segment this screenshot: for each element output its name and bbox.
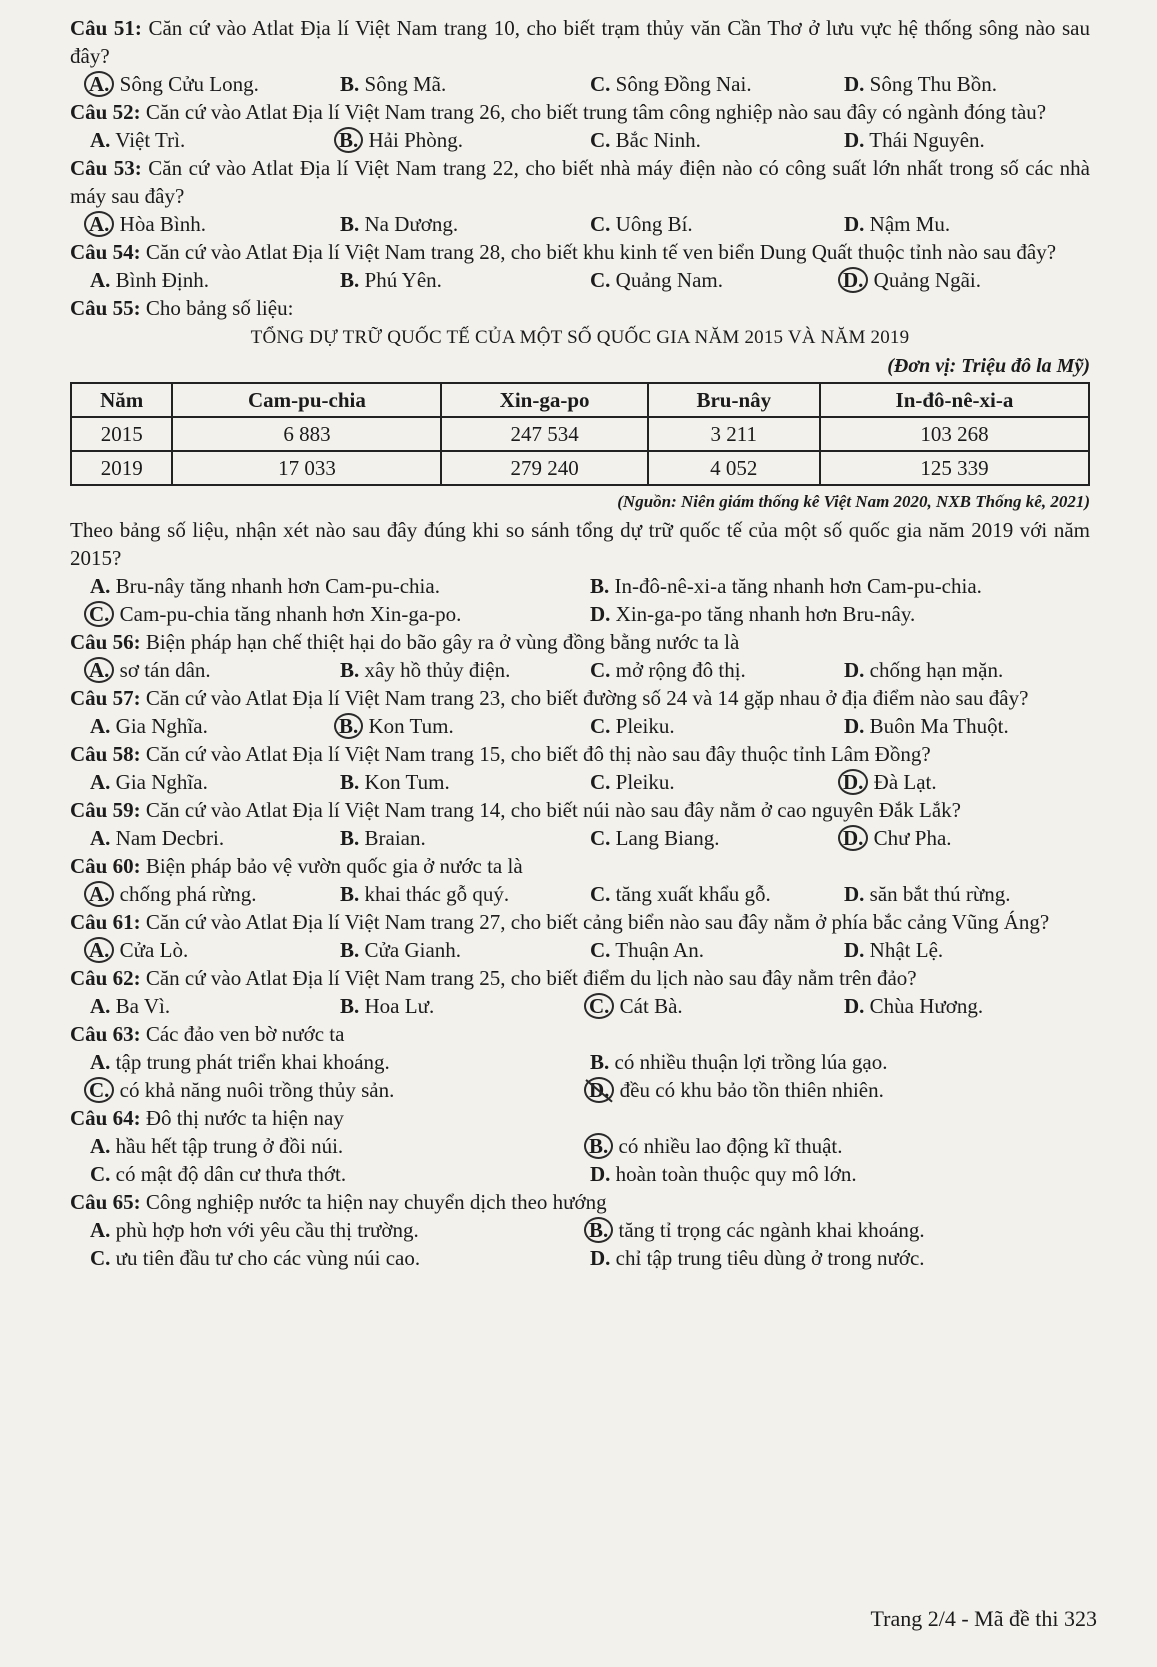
answer-option[interactable] [590, 712, 844, 740]
answer-option[interactable] [590, 266, 844, 294]
answer-option[interactable] [340, 70, 590, 98]
option-text: xây hồ thủy điện. [364, 658, 511, 682]
option-text: Chùa Hương. [869, 994, 984, 1018]
question-stem: Câu 52: Căn cứ vào Atlat Địa lí Việt Nam trang 26, cho biết trung tâm công nghiệp nào sau đây có ngành đóng tàu? [70, 100, 1047, 124]
option-text: Braian. [364, 826, 426, 850]
answer-option[interactable] [590, 1132, 1090, 1160]
option-text: Thuận An. [615, 938, 704, 962]
question [70, 964, 1090, 1020]
option-letter: B. [590, 1050, 610, 1074]
answer-option[interactable] [90, 1132, 590, 1160]
option-letter: A. [90, 268, 111, 292]
answer-option[interactable] [590, 210, 844, 238]
answer-option[interactable] [590, 768, 844, 796]
question-stem: Câu 57: Căn cứ vào Atlat Địa lí Việt Nam trang 23, cho biết đường số 24 và 14 gặp nhau ở địa điểm nào sau đây? [70, 686, 1029, 710]
table-unit: (Đơn vị: Triệu đô la Mỹ) [887, 355, 1090, 377]
option-letter: A. [84, 211, 114, 237]
question-55 [70, 294, 1090, 628]
answer-option[interactable] [90, 70, 340, 98]
answer-option[interactable] [590, 1244, 1090, 1272]
options [70, 70, 1090, 98]
question-stem: Câu 58: Căn cứ vào Atlat Địa lí Việt Nam trang 15, cho biết đô thị nào sau đây thuộc tỉnh Lâm Đồng? [70, 742, 931, 766]
option-text: có nhiều lao động kĩ thuật. [618, 1134, 843, 1158]
option-letter: A. [84, 881, 114, 907]
table-header: Năm [71, 383, 172, 417]
question [70, 98, 1090, 154]
option-letter: D. [838, 267, 868, 293]
option-text: chống phá rừng. [119, 882, 257, 906]
option-letter: B. [334, 127, 363, 153]
answer-option[interactable] [90, 656, 340, 684]
option-text: Sông Thu Bồn. [869, 72, 998, 96]
options [70, 126, 1090, 154]
option-letter: A. [90, 994, 111, 1018]
option-letter: C. [590, 72, 611, 96]
options [70, 880, 1090, 908]
option-text: săn bắt thú rừng. [869, 882, 1011, 906]
option-letter: D. [590, 1162, 611, 1186]
option-text: Cửa Gianh. [364, 938, 462, 962]
answer-option[interactable] [590, 1076, 1090, 1104]
answer-option[interactable] [844, 126, 1104, 154]
option-text: Nậm Mu. [869, 212, 951, 236]
table-cell: 2015 [71, 417, 172, 451]
answer-option[interactable] [590, 600, 1090, 628]
question [70, 1104, 1090, 1188]
option-text: Hòa Bình. [119, 212, 206, 236]
answer-option[interactable] [340, 768, 590, 796]
option-letter: B. [340, 826, 360, 850]
answer-option[interactable] [90, 126, 340, 154]
option-letter: B. [340, 212, 360, 236]
option-letter: C. [590, 826, 611, 850]
question [70, 1020, 1090, 1104]
answer-option[interactable] [590, 992, 844, 1020]
option-text: có khả năng nuôi trồng thủy sản. [119, 1078, 395, 1102]
answer-option[interactable] [590, 126, 844, 154]
question [70, 684, 1090, 740]
options [70, 266, 1090, 294]
option-letter: C. [584, 993, 614, 1019]
answer-option[interactable] [844, 824, 1104, 852]
option-letter: A. [90, 1050, 111, 1074]
answer-option[interactable] [844, 656, 1104, 684]
option-letter: D. [838, 769, 868, 795]
option-text: chỉ tập trung tiêu dùng ở trong nước. [615, 1246, 925, 1270]
option-text: phù hợp hơn với yêu cầu thị trường. [115, 1218, 419, 1242]
answer-option[interactable] [340, 880, 590, 908]
question [70, 796, 1090, 852]
option-letter: C. [590, 714, 611, 738]
option-text: sơ tán dân. [119, 658, 211, 682]
option-letter: C. [90, 1162, 111, 1186]
option-text: Chư Pha. [873, 826, 952, 850]
question-stem: Câu 54: Căn cứ vào Atlat Địa lí Việt Nam trang 28, cho biết khu kinh tế ven biển Dung Quất thuộc tỉnh nào sau đây? [70, 240, 1057, 264]
option-letter: B. [340, 268, 360, 292]
option-letter: B. [340, 882, 360, 906]
option-text: có nhiều thuận lợi trồng lúa gạo. [614, 1050, 888, 1074]
answer-option[interactable] [340, 824, 590, 852]
question-stem: Câu 61: Căn cứ vào Atlat Địa lí Việt Nam trang 27, cho biết cảng biển nào sau đây nằm ở phía bắc cảng Vũng Áng? [70, 910, 1050, 934]
option-text: tập trung phát triển khai khoáng. [115, 1050, 390, 1074]
options [70, 1048, 1090, 1104]
answer-option[interactable] [590, 656, 844, 684]
answer-option[interactable] [844, 768, 1104, 796]
answer-option[interactable] [340, 992, 590, 1020]
table-cell: 17 033 [172, 451, 441, 485]
option-letter: A. [90, 770, 111, 794]
answer-option[interactable] [90, 880, 340, 908]
table-header: Xin-ga-po [441, 383, 647, 417]
question [70, 740, 1090, 796]
option-text: mở rộng đô thị. [615, 658, 746, 682]
option-text: Xin-ga-po tăng nhanh hơn Bru-nây. [615, 602, 916, 626]
option-letter: D. [844, 714, 865, 738]
answer-option[interactable] [340, 712, 590, 740]
option-letter: A. [90, 1134, 111, 1158]
answer-option[interactable] [590, 824, 844, 852]
option-text: có mật độ dân cư thưa thớt. [115, 1162, 347, 1186]
option-letter: C. [84, 1077, 114, 1103]
answer-option[interactable] [340, 656, 590, 684]
answer-option[interactable] [90, 1160, 590, 1188]
option-letter: C. [590, 658, 611, 682]
table-cell: 125 339 [820, 451, 1089, 485]
option-letter: A. [90, 826, 111, 850]
table-row [71, 451, 1089, 485]
option-text: Uông Bí. [615, 212, 693, 236]
reserve-table [70, 382, 1090, 486]
option-text: Đà Lạt. [873, 770, 937, 794]
answer-option[interactable] [340, 210, 590, 238]
table-header-row [71, 383, 1089, 417]
options [70, 572, 1090, 628]
option-letter: D. [844, 938, 865, 962]
table-header: Bru-nây [648, 383, 820, 417]
option-letter: C. [590, 770, 611, 794]
option-text: Buôn Ma Thuột. [869, 714, 1009, 738]
answer-option[interactable] [844, 936, 1104, 964]
option-letter: C. [590, 938, 611, 962]
table-header: Cam-pu-chia [172, 383, 441, 417]
option-letter: D. [844, 128, 865, 152]
option-text: Quảng Ngãi. [873, 268, 981, 292]
answer-option[interactable] [590, 1216, 1090, 1244]
option-text: chống hạn mặn. [869, 658, 1004, 682]
option-letter: C. [590, 882, 611, 906]
option-text: Pleiku. [615, 714, 675, 738]
option-letter: B. [584, 1133, 613, 1159]
table-cell: 279 240 [441, 451, 647, 485]
answer-option[interactable] [590, 880, 844, 908]
option-text: Cát Bà. [619, 994, 683, 1018]
option-text: Cửa Lò. [119, 938, 189, 962]
option-letter: B. [340, 658, 360, 682]
options [70, 656, 1090, 684]
option-text: Kon Tum. [364, 770, 450, 794]
option-letter: C. [590, 128, 611, 152]
answer-option[interactable] [340, 936, 590, 964]
option-text: Bắc Ninh. [615, 128, 701, 152]
table-row [71, 417, 1089, 451]
option-text: Gia Nghĩa. [115, 770, 208, 794]
option-text: Pleiku. [615, 770, 675, 794]
option-text: Việt Trì. [115, 128, 186, 152]
answer-option[interactable] [844, 266, 1104, 294]
table-cell: 103 268 [820, 417, 1089, 451]
option-letter: D. [584, 1077, 614, 1103]
option-text: Sông Đồng Nai. [615, 72, 752, 96]
option-letter: A. [84, 71, 114, 97]
option-text: tăng xuất khẩu gỗ. [615, 882, 771, 906]
options [70, 992, 1090, 1020]
option-text: Nam Decbri. [115, 826, 225, 850]
option-letter: A. [90, 128, 111, 152]
option-letter: D. [590, 1246, 611, 1270]
option-text: Na Dương. [364, 212, 459, 236]
options [70, 936, 1090, 964]
options [70, 1216, 1090, 1272]
option-text: Nhật Lệ. [869, 938, 944, 962]
option-text: Cam-pu-chia tăng nhanh hơn Xin-ga-po. [119, 602, 462, 626]
option-letter: D. [844, 882, 865, 906]
option-text: Bru-nây tăng nhanh hơn Cam-pu-chia. [115, 574, 440, 598]
answer-option[interactable] [90, 600, 590, 628]
answer-option[interactable] [590, 936, 844, 964]
option-letter: A. [90, 574, 111, 598]
option-text: Gia Nghĩa. [115, 714, 208, 738]
question-stem: Câu 55: Cho bảng số liệu: [70, 296, 294, 320]
option-letter: B. [584, 1217, 613, 1243]
option-text: In-đô-nê-xi-a tăng nhanh hơn Cam-pu-chia. [614, 574, 982, 598]
options [70, 824, 1090, 852]
option-letter: C. [90, 1246, 111, 1270]
option-letter: C. [590, 212, 611, 236]
question-stem: Câu 64: Đô thị nước ta hiện nay [70, 1106, 344, 1130]
table-cell: 247 534 [441, 417, 647, 451]
answer-option[interactable] [90, 572, 590, 600]
option-letter: B. [340, 938, 360, 962]
exam-page [70, 14, 1090, 1272]
option-text: Bình Định. [115, 268, 210, 292]
options [70, 712, 1090, 740]
answer-option[interactable] [90, 992, 340, 1020]
question-stem: Câu 60: Biện pháp bảo vệ vườn quốc gia ở nước ta là [70, 854, 523, 878]
answer-option[interactable] [90, 1076, 590, 1104]
option-letter: D. [838, 825, 868, 851]
answer-option[interactable] [844, 880, 1104, 908]
answer-option[interactable] [590, 1048, 1090, 1076]
answer-option[interactable] [90, 266, 340, 294]
question-block-2 [70, 628, 1090, 1272]
answer-option[interactable] [90, 824, 340, 852]
option-letter: D. [844, 212, 865, 236]
question-stem: Câu 65: Công nghiệp nước ta hiện nay chuyển dịch theo hướng [70, 1190, 607, 1214]
answer-option[interactable] [340, 266, 590, 294]
table-cell: 2019 [71, 451, 172, 485]
question-stem: Câu 56: Biện pháp hạn chế thiệt hại do bão gây ra ở vùng đồng bằng nước ta là [70, 630, 740, 654]
option-text: hoàn toàn thuộc quy mô lớn. [615, 1162, 857, 1186]
option-letter: C. [590, 268, 611, 292]
option-text: Ba Vì. [115, 994, 171, 1018]
table-cell: 6 883 [172, 417, 441, 451]
answer-option[interactable] [90, 712, 340, 740]
question-block-1 [70, 14, 1090, 294]
question-stem: Câu 53: Căn cứ vào Atlat Địa lí Việt Nam trang 22, cho biết nhà máy điện nào có công suất lớn nhất trong số các nhà máy sau đây? [70, 156, 1091, 208]
answer-option[interactable] [90, 1216, 590, 1244]
question-stem: Câu 59: Căn cứ vào Atlat Địa lí Việt Nam trang 14, cho biết núi nào sau đây nằm ở cao nguyên Đắk Lắk? [70, 798, 961, 822]
answer-option[interactable] [90, 936, 340, 964]
answer-option[interactable] [590, 70, 844, 98]
question [70, 908, 1090, 964]
option-letter: D. [590, 602, 611, 626]
option-text: Kon Tum. [368, 714, 454, 738]
option-text: Thái Nguyên. [869, 128, 985, 152]
option-letter: A. [90, 714, 111, 738]
answer-option[interactable] [90, 1244, 590, 1272]
question-stem: Câu 51: Căn cứ vào Atlat Địa lí Việt Nam trang 10, cho biết trạm thủy văn Cần Thơ ở lưu vực hệ thống sông nào sau đây? [70, 16, 1090, 68]
options [70, 210, 1090, 238]
option-letter: A. [84, 937, 114, 963]
answer-option[interactable] [590, 572, 1090, 600]
answer-option[interactable] [90, 1048, 590, 1076]
option-letter: C. [84, 601, 114, 627]
answer-option[interactable] [844, 992, 1104, 1020]
answer-option[interactable] [90, 768, 340, 796]
answer-option[interactable] [844, 70, 1104, 98]
question [70, 852, 1090, 908]
option-letter: B. [340, 770, 360, 794]
answer-option[interactable] [90, 210, 340, 238]
answer-option[interactable] [844, 210, 1104, 238]
table-source: (Nguồn: Niên giám thống kê Việt Nam 2020, NXB Thống kê, 2021) [617, 492, 1090, 511]
option-letter: D. [844, 658, 865, 682]
question-text: Theo bảng số liệu, nhận xét nào sau đây đúng khi so sánh tổng dự trữ quốc tế của một số quốc gia năm 2019 với năm 2015? [70, 518, 1090, 570]
answer-option[interactable] [590, 1160, 1090, 1188]
option-text: Quảng Nam. [615, 268, 723, 292]
option-text: ưu tiên đầu tư cho các vùng núi cao. [115, 1246, 421, 1270]
option-text: khai thác gỗ quý. [364, 882, 510, 906]
question [70, 14, 1090, 98]
answer-option[interactable] [844, 712, 1104, 740]
table-title: TỔNG DỰ TRỮ QUỐC TẾ CỦA MỘT SỐ QUỐC GIA NĂM 2015 VÀ NĂM 2019 [250, 327, 910, 348]
question [70, 628, 1090, 684]
options [70, 1132, 1090, 1188]
option-text: hầu hết tập trung ở đồi núi. [115, 1134, 344, 1158]
option-text: tăng tỉ trọng các ngành khai khoáng. [618, 1218, 925, 1242]
answer-option[interactable] [340, 126, 590, 154]
option-text: Phú Yên. [364, 268, 442, 292]
table-cell: 3 211 [648, 417, 820, 451]
table-header: In-đô-nê-xi-a [820, 383, 1089, 417]
option-letter: D. [844, 72, 865, 96]
option-letter: B. [340, 994, 360, 1018]
option-text: Hải Phòng. [368, 128, 464, 152]
table-cell: 4 052 [648, 451, 820, 485]
option-letter: B. [590, 574, 610, 598]
option-text: đều có khu bảo tồn thiên nhiên. [619, 1078, 884, 1102]
page-footer: Trang 2/4 - Mã đề thi 323 [870, 1606, 1097, 1631]
option-letter: B. [340, 72, 360, 96]
question [70, 154, 1090, 238]
question-stem: Câu 63: Các đảo ven bờ nước ta [70, 1022, 345, 1046]
option-letter: A. [90, 1218, 111, 1242]
options [70, 768, 1090, 796]
question [70, 238, 1090, 294]
option-letter: D. [844, 994, 865, 1018]
option-text: Sông Mã. [364, 72, 447, 96]
question [70, 1188, 1090, 1272]
option-letter: B. [334, 713, 363, 739]
question-stem: Câu 62: Căn cứ vào Atlat Địa lí Việt Nam trang 25, cho biết điểm du lịch nào sau đây nằm trên đảo? [70, 966, 917, 990]
option-text: Lang Biang. [615, 826, 720, 850]
option-text: Sông Cửu Long. [119, 72, 259, 96]
option-letter: A. [84, 657, 114, 683]
option-text: Hoa Lư. [364, 994, 435, 1018]
